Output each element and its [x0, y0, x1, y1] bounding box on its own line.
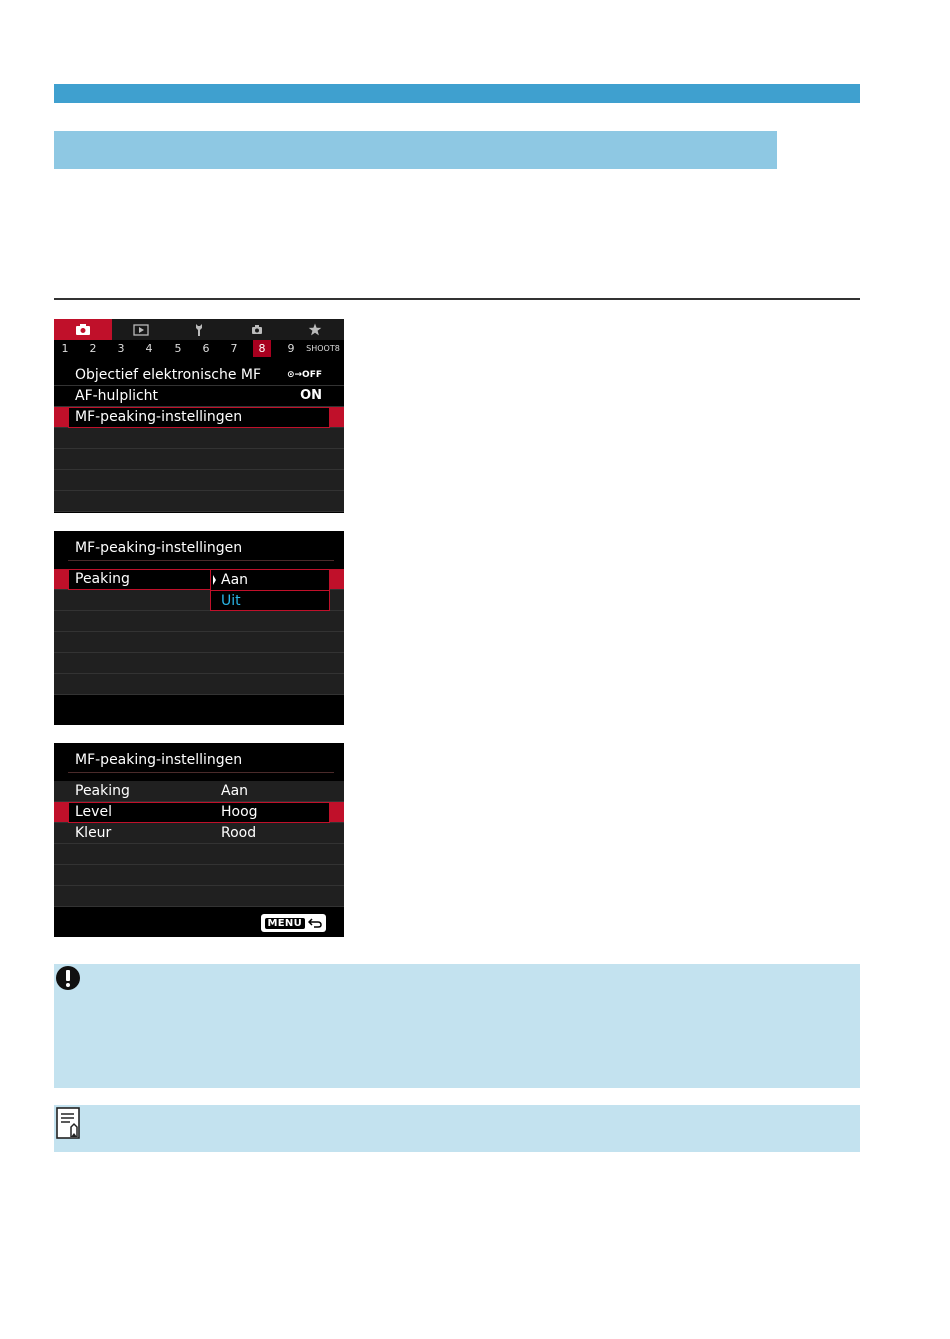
menu-item-value: Aan: [221, 783, 249, 799]
custom-icon: [250, 323, 264, 337]
menu-tabs: [54, 319, 344, 340]
menu-item[interactable]: [54, 386, 344, 407]
menu-item-value: Hoog: [221, 804, 258, 820]
page-number[interactable]: 1: [61, 342, 69, 355]
menu-item-value: Rood: [221, 825, 257, 841]
shoot-page-label: SHOOT8: [306, 344, 340, 353]
current-option-marker-icon: [213, 575, 216, 585]
page-number[interactable]: 6: [202, 342, 210, 355]
empty-row: [54, 491, 344, 512]
page-number-active[interactable]: 8: [253, 340, 271, 357]
empty-row: [54, 470, 344, 491]
tab-setup[interactable]: [170, 319, 228, 340]
tab-custom[interactable]: [228, 319, 286, 340]
empty-row: [54, 428, 344, 449]
menu-item-selected[interactable]: [54, 407, 344, 428]
caution-note: [54, 964, 860, 1088]
page-numbers: [54, 340, 344, 360]
wrench-icon: [193, 323, 205, 337]
menu-item-label: Kleur: [75, 825, 112, 841]
screen-title: MF-peaking-instellingen: [75, 752, 243, 768]
camera-icon: [75, 323, 91, 336]
title-divider: [68, 560, 334, 561]
empty-row: [54, 653, 344, 674]
option-dropdown[interactable]: [210, 569, 330, 611]
screen-title: MF-peaking-instellingen: [75, 540, 243, 556]
menu-item-label: MF-peaking-instellingen: [75, 409, 243, 425]
menu-item-label: Peaking: [75, 571, 130, 587]
camera-menu-screen-3: [54, 743, 344, 937]
menu-item-label: AF-hulplicht: [75, 388, 159, 404]
return-arrow-icon: [308, 918, 322, 928]
empty-row: [54, 449, 344, 470]
section-header-bar: [54, 84, 860, 103]
tab-playback[interactable]: [112, 319, 170, 340]
empty-row: [54, 611, 344, 632]
memo-icon: [56, 1107, 82, 1141]
subsection-header-bar: [54, 131, 777, 169]
empty-row: [54, 886, 344, 907]
divider-line: [54, 298, 860, 300]
empty-row: [54, 844, 344, 865]
caution-icon: [54, 964, 84, 994]
menu-item[interactable]: [54, 823, 344, 844]
empty-row: [54, 632, 344, 653]
page-number[interactable]: 3: [117, 342, 125, 355]
menu-item-label: Level: [75, 804, 112, 820]
menu-back-button[interactable]: [261, 914, 326, 932]
page-number[interactable]: 7: [230, 342, 238, 355]
menu-item-label: Objectief elektronische MF: [75, 367, 262, 383]
menu-item-value: ⊙→OFF: [286, 370, 322, 380]
menu-item[interactable]: [54, 365, 344, 386]
tab-mymenu[interactable]: [286, 319, 344, 340]
option-aan[interactable]: Aan: [221, 572, 249, 588]
menu-item-selected[interactable]: [54, 802, 344, 823]
option-uit[interactable]: Uit: [211, 590, 329, 611]
page-number[interactable]: 4: [145, 342, 153, 355]
menu-item-label: Peaking: [75, 783, 130, 799]
page-number[interactable]: 9: [287, 342, 295, 355]
page-number[interactable]: 5: [174, 342, 182, 355]
memo-note: [54, 1105, 860, 1152]
menu-item-value: ON: [300, 388, 322, 403]
empty-row: [54, 865, 344, 886]
menu-item[interactable]: [54, 781, 344, 802]
empty-row: [54, 674, 344, 695]
page-number[interactable]: 2: [89, 342, 97, 355]
star-icon: [308, 323, 322, 336]
menu-button-label: MENU: [265, 918, 305, 929]
camera-menu-screen-1: [54, 319, 344, 513]
title-divider: [68, 772, 334, 773]
playback-icon: [133, 324, 149, 336]
tab-shoot[interactable]: [54, 319, 112, 340]
camera-menu-screen-2: [54, 531, 344, 725]
